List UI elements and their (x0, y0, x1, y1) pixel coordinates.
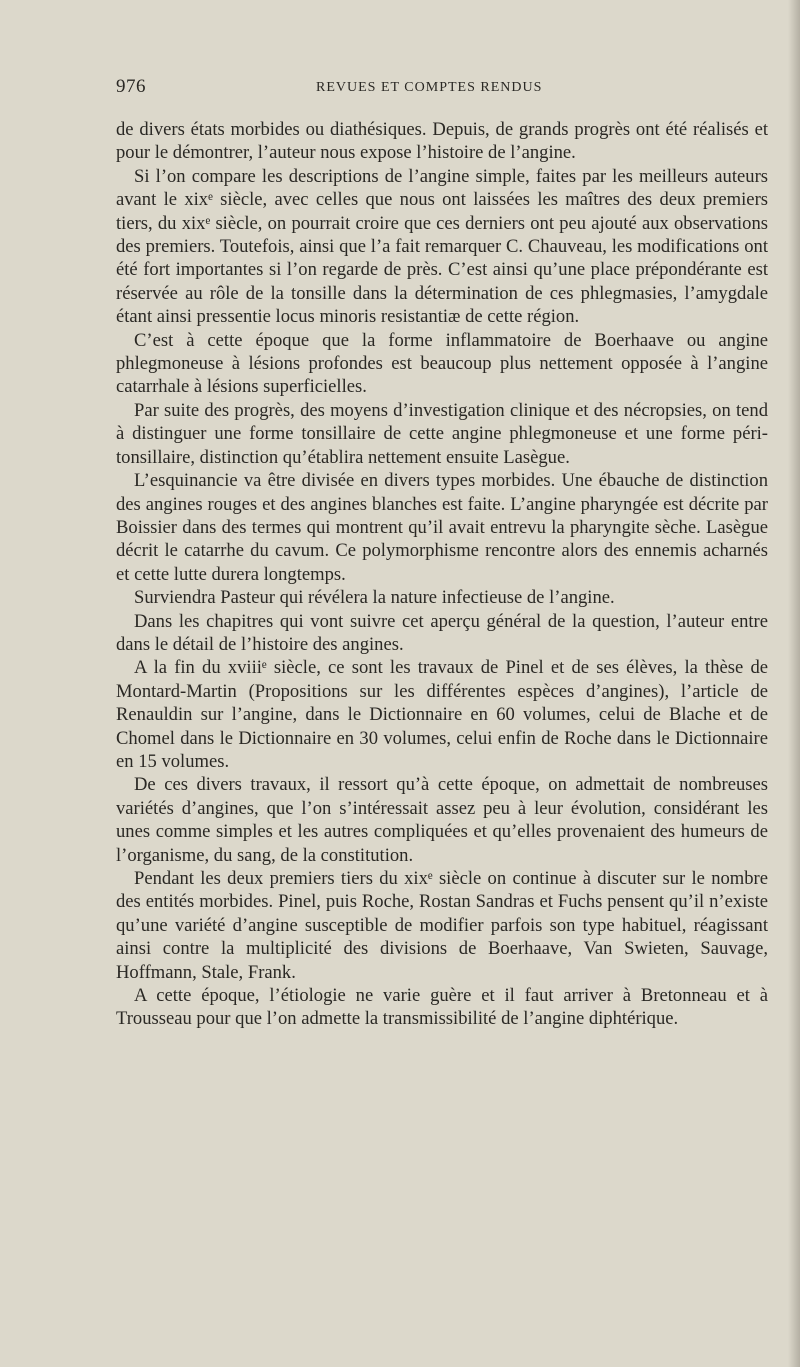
page-header (116, 76, 768, 100)
paragraph-2: Si l’on compare les descriptions de l’angine simple, faites par les meilleurs auteurs avant le xixᵉ siècle, avec celles que nous ont laissées les maîtres des deux premiers tiers, du xixᵉ siècle, on pourrait croire que ces derniers ont peu ajouté aux observations des premiers. Toutefois, ainsi que l’a fait remarquer C. Chauveau, les modifications ont été fort importantes si l’on regarde de près. C’est ainsi qu’une place prépondérante est réservée au rôle de la tonsille dans la détermination de ces phlegmasies, l’amygdale étant ainsi pressentie locus minoris resistantiæ de cette région. (116, 165, 768, 328)
paragraph-6: Surviendra Pasteur qui révélera la nature infectieuse de l’angine. (134, 587, 615, 609)
paragraph-5: L’esquinancie va être divisée en divers types morbides. Une ébauche de distinction des angines rouges et des angines blanches est faite. L’angine pharyngée est décrite par Boissier dans des termes qui montrent qu’il avait entrevu la pharyngite sèche. Lasègue décrit le catarrhe du cavum. Ce polymorphisme rencontre alors des ennemis acharnés et cette lutte durera longtemps. (116, 470, 768, 585)
paragraph-10: Pendant les deux premiers tiers du xixᵉ siècle on continue à discuter sur le nombre des entités morbides. Pinel, puis Roche, Rostan Sandras et Fuchs pensent qu’il n’existe qu’une variété d’angine susceptible de modifier parfois son type habituel, réagissant ainsi contre la multiplicité des divisions de Boerhaave, Van Swieten, Sauvage, Hoffmann, Stale, Frank. (116, 868, 768, 983)
paragraph-8: A la fin du xviiiᵉ siècle, ce sont les travaux de Pinel et de ses élèves, la thèse de Montard-Martin (Propositions sur les différentes espèces d’angines), l’article de Renauldin sur l’angine, dans le Dictionnaire en 60 volumes, celui de Blache et de Chomel dans le Dictionnaire en 30 volumes, celui enfin de Roche dans le Dictionnaire en 15 volumes. (116, 657, 768, 772)
page-number: 976 (116, 76, 146, 97)
paragraph-7: Dans les chapitres qui vont suivre cet aperçu général de la question, l’auteur entre dans le détail de l’histoire des angines. (116, 610, 768, 655)
paragraph-9: De ces divers travaux, il ressort qu’à cette époque, on admettait de nombreuses variétés d’angines, que l’on s’intéressait assez peu à leur évolution, considérant les unes comme simples et les autres compliquées et qu’elles provenaient des humeurs de l’organisme, du sang, de la constitution. (116, 774, 768, 866)
running-title: REVUES ET COMPTES RENDUS (316, 80, 543, 95)
paragraph-1: de divers états morbides ou diathésiques. Depuis, de grands progrès ont été réalisés et pour le démontrer, l’auteur nous expose l’histoire de l’angine. (116, 119, 768, 164)
paragraph-4: Par suite des progrès, des moyens d’investigation clinique et des nécropsies, on tend à distinguer une forme tonsillaire de cette angine phlegmoneuse et une forme péri-tonsillaire, distinction qu’établira nettement ensuite Lasègue. (116, 399, 768, 468)
article-body (116, 118, 768, 1031)
paragraph-3: C’est à cette époque que la forme inflammatoire de Boerhaave ou angine phlegmoneuse à lésions profondes est beaucoup plus nettement opposée à l’angine catarrhale à lésions superficielles. (116, 329, 768, 398)
paragraph-11: A cette époque, l’étiologie ne varie guère et il faut arriver à Bretonneau et à Trousseau pour que l’on admette la transmissibilité de l’angine diphtérique. (116, 985, 768, 1030)
